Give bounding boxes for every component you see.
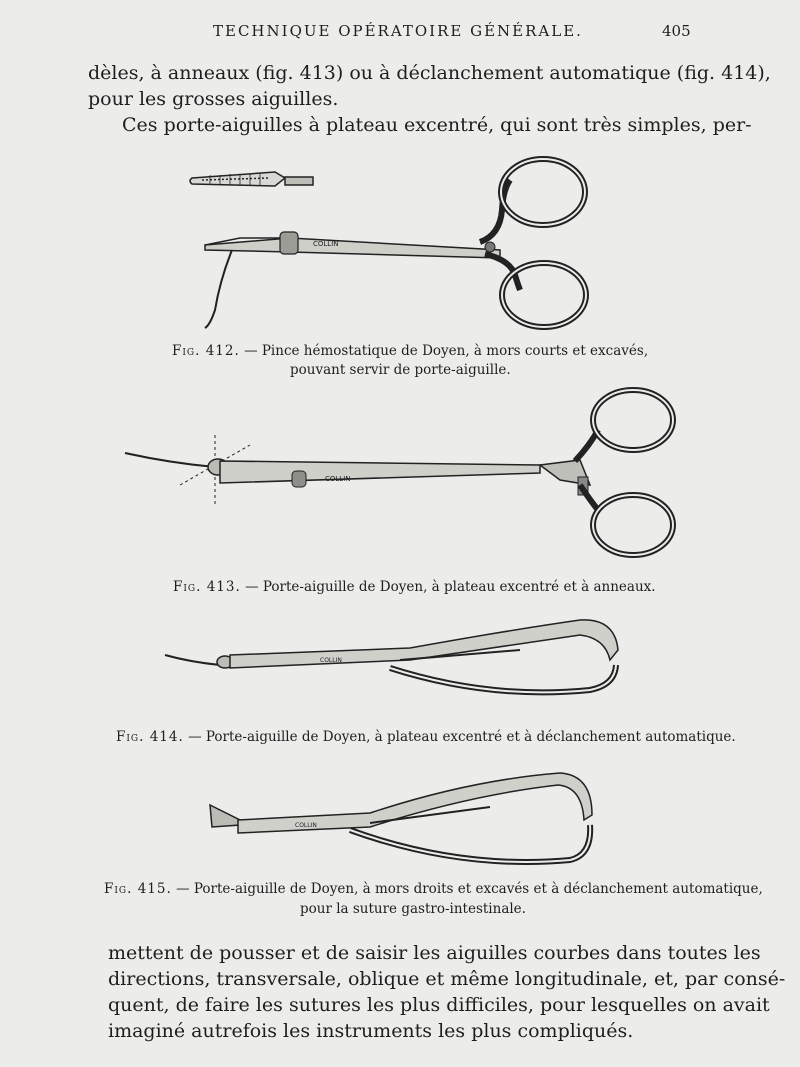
figure-413-illustration xyxy=(120,385,680,565)
needle-holder-413-drawing xyxy=(120,385,680,565)
figure-415-illustration xyxy=(200,765,600,875)
needle-holder-414-drawing xyxy=(160,610,630,710)
caption-text: — Porte-aiguille de Doyen, à mors droits et excavés et à déclanchement automatique, xyxy=(176,881,763,897)
figure-412-caption xyxy=(172,342,648,361)
figure-label: Fig. 412. xyxy=(172,343,240,359)
body-line: mettent de pousser et de saisir les aiguilles courbes dans toutes les xyxy=(108,942,761,964)
jaw-detail xyxy=(190,172,313,186)
page-number: 405 xyxy=(662,22,691,40)
figure-412-illustration xyxy=(180,150,620,340)
engraving-mark: COLLIN xyxy=(325,475,351,483)
engraving-mark: COLLIN xyxy=(295,822,317,829)
body-line: directions, transversale, oblique et même longitudinale, et, par consé- xyxy=(108,968,786,990)
figure-415-caption xyxy=(104,880,763,899)
body-line: dèles, à anneaux (fig. 413) ou à déclanchement automatique (fig. 414), xyxy=(88,62,771,84)
figure-label: Fig. 414. xyxy=(116,729,184,745)
forceps-412-drawing xyxy=(180,150,620,340)
engraving-mark: COLLIN xyxy=(313,240,339,248)
page-header xyxy=(0,22,800,46)
caption-text: — Porte-aiguille de Doyen, à plateau excentré et à déclanchement automatique. xyxy=(188,729,736,745)
running-title: TECHNIQUE OPÉRATOIRE GÉNÉRALE. xyxy=(213,22,583,40)
figure-414-illustration xyxy=(160,610,630,710)
figure-label: Fig. 413. xyxy=(173,579,241,595)
body-line: imaginé autrefois les instruments les plus compliqués. xyxy=(108,1020,634,1042)
figure-412-caption-line2: pouvant servir de porte-aiguille. xyxy=(290,362,511,378)
caption-text: — Porte-aiguille de Doyen, à plateau excentré et à anneaux. xyxy=(245,579,656,595)
figure-414-caption xyxy=(116,728,736,747)
body-line: pour les grosses aiguilles. xyxy=(88,88,339,110)
body-line: quent, de faire les sutures les plus difficiles, pour lesquelles on avait xyxy=(108,994,770,1016)
figure-415-caption-line2: pour la suture gastro-intestinale. xyxy=(300,901,526,917)
figure-label: Fig. 415. xyxy=(104,881,172,897)
caption-text: — Pince hémostatique de Doyen, à mors courts et excavés, xyxy=(244,343,649,359)
engraving-mark: COLLIN xyxy=(320,657,342,664)
body-line: Ces porte-aiguilles à plateau excentré, qui sont très simples, per- xyxy=(122,114,752,136)
figure-413-caption xyxy=(173,578,656,597)
needle-holder-415-drawing xyxy=(200,765,600,875)
